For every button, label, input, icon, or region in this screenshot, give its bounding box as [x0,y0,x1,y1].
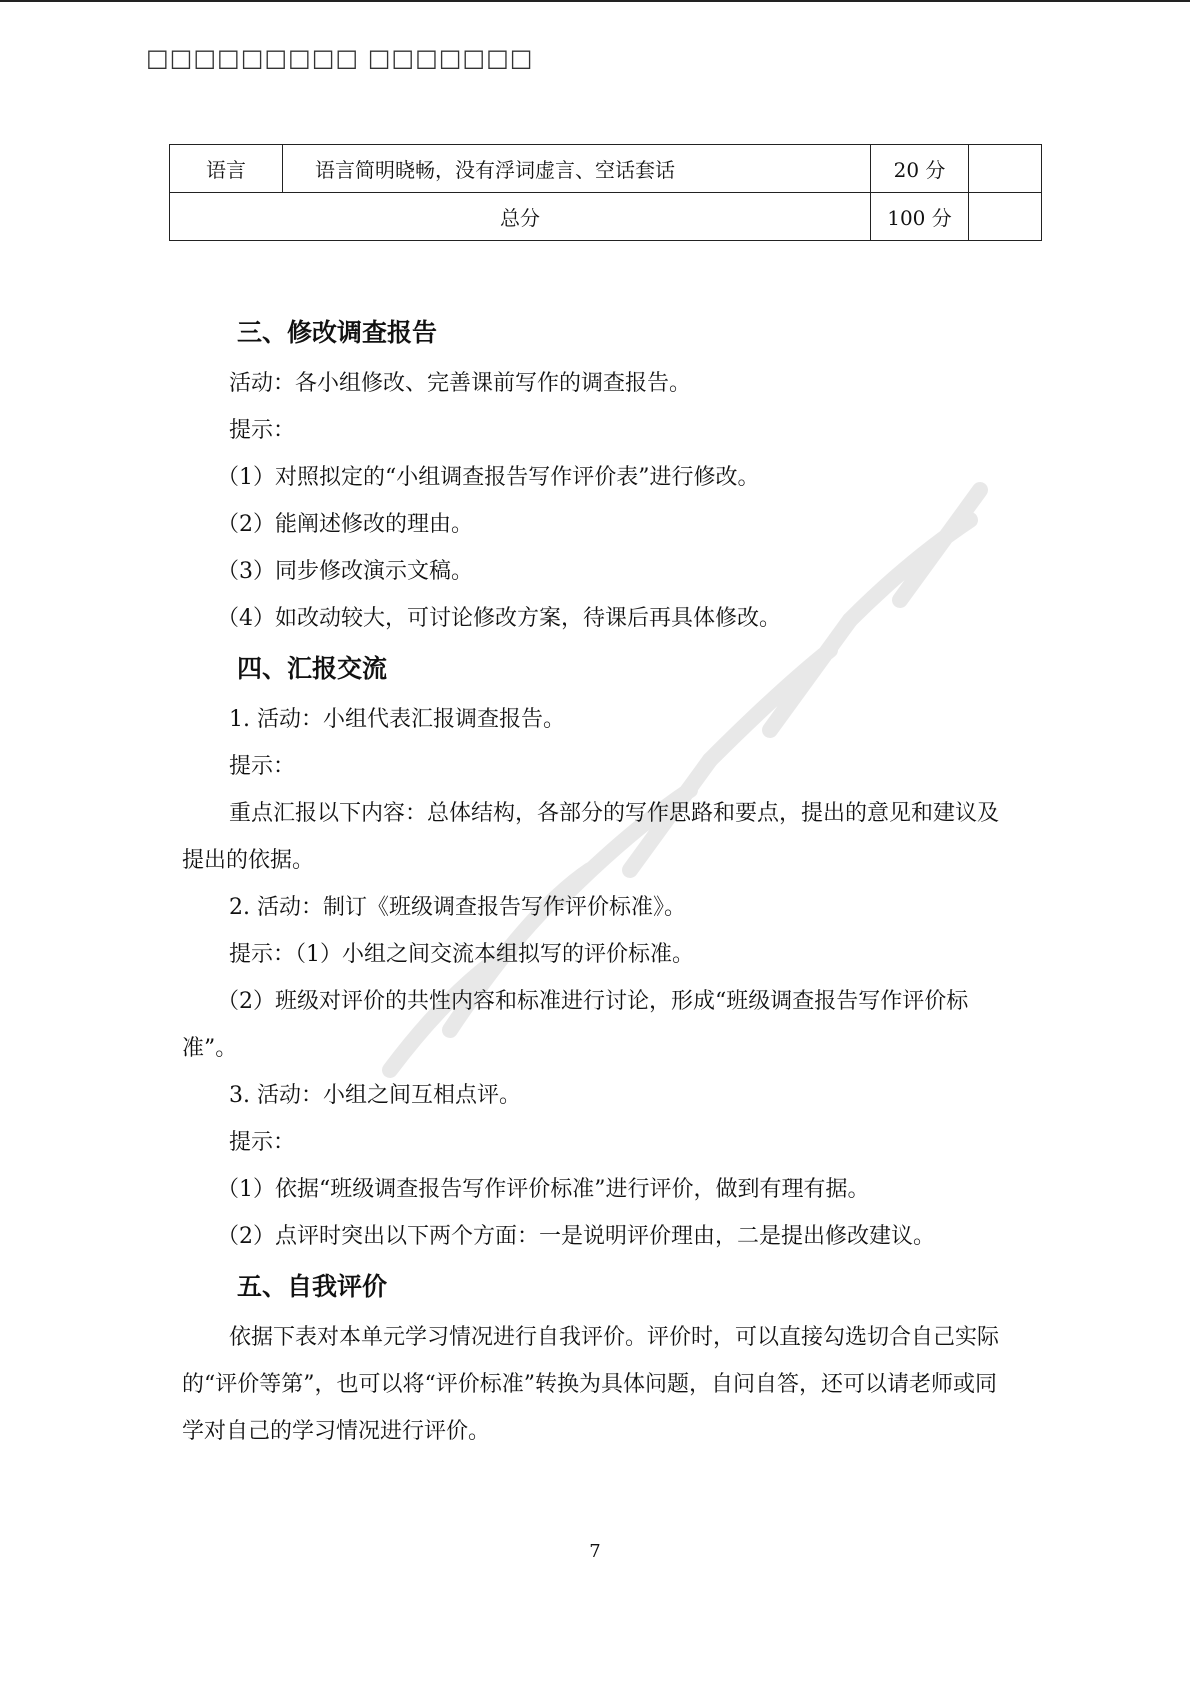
cell-item: 语言 [170,145,283,193]
list-item: （1）依据“班级调查报告写作评价标准”进行评价，做到有理有据。 [217,1177,870,1202]
paragraph: 依据下表对本单元学习情况进行自我评价。评价时，可以直接勾选切合自己实际的“评价等第”，也可以将“评价标准”转换为具体问题，自问自答，还可以请老师或同学对自己的学习情况进行评价。 [182,1325,1000,1444]
cell-criteria: 语言简明晓畅，没有浮词虚言、空话套话 [283,145,871,193]
top-rule [0,0,1190,2]
paragraph: 活动：各小组修改、完善课前写作的调查报告。 [229,371,692,396]
running-header: □□□□□□□□□ □□□□□□□ [146,44,534,72]
list-item: （2）能阐述修改的理由。 [217,512,473,537]
list-item: （4）如改动较大，可讨论修改方案，待课后再具体修改。 [217,606,781,631]
table-row [170,193,1042,241]
cell-score: 20 分 [871,145,969,193]
paragraph: 提示： [229,754,296,779]
page-number: 7 [589,1541,601,1562]
cell-total-score: 100 分 [871,193,969,241]
paragraph: 提示： [229,1130,296,1155]
list-item: （1）对照拟定的“小组调查报告写作评价表”进行修改。 [217,465,760,490]
section-heading: 四、汇报交流 [237,654,388,683]
document-body [182,306,1012,1455]
list-item: （3）同步修改演示文稿。 [217,559,473,584]
paragraph: 3. 活动：小组之间互相点评。 [229,1083,521,1108]
table-row [170,145,1042,193]
paragraph: 提示：（1）小组之间交流本组拟写的评价标准。 [229,942,694,967]
section-heading: 五、自我评价 [237,1272,388,1301]
cell-total-label: 总分 [170,193,871,241]
section-heading: 三、修改调查报告 [237,318,438,347]
score-table [169,144,1042,241]
paragraph: 2. 活动：制订《班级调查报告写作评价标准》。 [229,895,686,920]
paragraph: （2）班级对评价的共性内容和标准进行讨论，形成“班级调查报告写作评价标准”。 [182,989,969,1061]
paragraph: 提示： [229,418,296,443]
cell-total-self [969,193,1042,241]
list-item: （2）点评时突出以下两个方面：一是说明评价理由，二是提出修改建议。 [217,1224,935,1249]
paragraph: 重点汇报以下内容：总体结构，各部分的写作思路和要点，提出的意见和建议及提出的依据。 [182,801,1000,873]
cell-self-score [969,145,1042,193]
paragraph: 1. 活动：小组代表汇报调查报告。 [229,707,565,732]
